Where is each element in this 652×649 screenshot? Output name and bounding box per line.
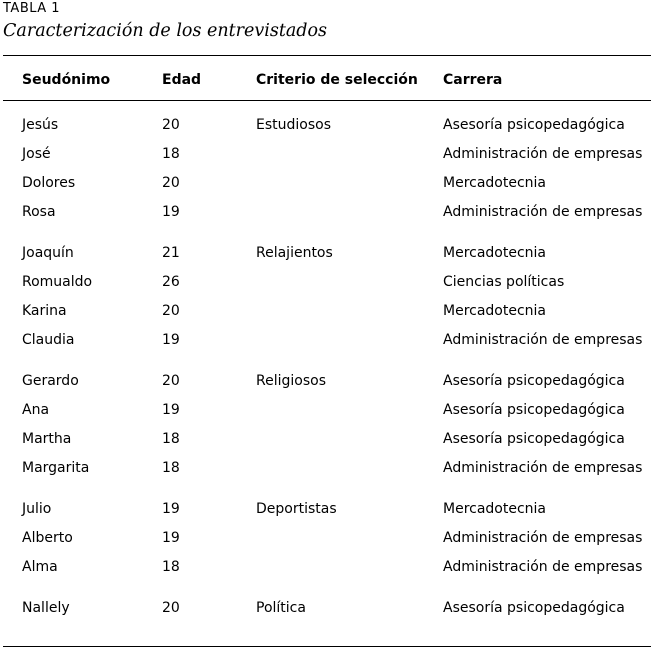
header-row <box>22 60 643 100</box>
cell-pseudonym: Margarita <box>22 459 90 476</box>
cell-career: Mercadotecnia <box>443 500 547 517</box>
bottom-rule <box>3 646 651 647</box>
cell-pseudonym: Dolores <box>22 174 76 191</box>
cell-criterion: Relajientos <box>256 244 333 261</box>
table-row <box>22 325 643 354</box>
cell-career: Mercadotecnia <box>443 244 547 261</box>
cell-age: 19 <box>162 331 180 348</box>
table-body <box>22 100 643 622</box>
cell-pseudonym: Romualdo <box>22 273 93 290</box>
cell-age: 19 <box>162 203 180 220</box>
cell-pseudonym: Martha <box>22 430 72 447</box>
cell-age: 18 <box>162 145 180 162</box>
table-row <box>22 197 643 226</box>
cell-age: 20 <box>162 174 180 191</box>
cell-pseudonym: Nallely <box>22 599 70 616</box>
cell-age: 20 <box>162 372 180 389</box>
cell-career: Asesoría psicopedagógica <box>443 430 625 447</box>
cell-career: Asesoría psicopedagógica <box>443 116 625 133</box>
cell-career: Administración de empresas <box>443 558 643 575</box>
cell-pseudonym: Alberto <box>22 529 73 546</box>
cell-criterion <box>256 197 443 226</box>
cell-pseudonym: Joaquín <box>22 244 74 261</box>
table-row <box>22 296 643 325</box>
cell-criterion: Política <box>256 599 306 616</box>
cell-career: Administración de empresas <box>443 203 643 220</box>
cell-career: Asesoría psicopedagógica <box>443 401 625 418</box>
cell-criterion <box>256 395 443 424</box>
cell-pseudonym: Claudia <box>22 331 75 348</box>
table-row <box>22 226 643 267</box>
cell-criterion <box>256 139 443 168</box>
cell-pseudonym: Jesús <box>22 116 59 133</box>
cell-career: Administración de empresas <box>443 145 643 162</box>
table-row <box>22 168 643 197</box>
cell-criterion <box>256 325 443 354</box>
header-criterion: Criterio de selección <box>256 72 418 88</box>
cell-criterion <box>256 296 443 325</box>
cell-age: 20 <box>162 599 180 616</box>
cell-age: 18 <box>162 459 180 476</box>
cell-pseudonym: Rosa <box>22 203 56 220</box>
cell-age: 19 <box>162 401 180 418</box>
cell-pseudonym: Alma <box>22 558 58 575</box>
table-row <box>22 100 643 139</box>
header-age: Edad <box>162 72 202 88</box>
cell-age: 18 <box>162 558 180 575</box>
table-row <box>22 267 643 296</box>
cell-age: 20 <box>162 116 180 133</box>
cell-age: 18 <box>162 430 180 447</box>
cell-criterion <box>256 424 443 453</box>
table-row <box>22 523 643 552</box>
table-title: Caracterización de los entrevistados <box>3 21 328 41</box>
cell-career: Administración de empresas <box>443 459 643 476</box>
cell-age: 19 <box>162 529 180 546</box>
cell-career: Ciencias políticas <box>443 273 565 290</box>
table-row <box>22 139 643 168</box>
cell-age: 21 <box>162 244 180 261</box>
table-row <box>22 395 643 424</box>
cell-pseudonym: Gerardo <box>22 372 79 389</box>
header-career: Carrera <box>443 72 503 88</box>
cell-criterion <box>256 453 443 482</box>
cell-criterion: Estudiosos <box>256 116 331 133</box>
cell-career: Administración de empresas <box>443 529 643 546</box>
cell-career: Asesoría psicopedagógica <box>443 599 625 616</box>
cell-pseudonym: Karina <box>22 302 67 319</box>
cell-criterion: Deportistas <box>256 500 337 517</box>
top-rule <box>3 55 651 56</box>
table-row <box>22 453 643 482</box>
cell-criterion: Religiosos <box>256 372 326 389</box>
cell-criterion <box>256 523 443 552</box>
cell-age: 26 <box>162 273 180 290</box>
participants-table <box>22 60 643 622</box>
cell-career: Mercadotecnia <box>443 174 547 191</box>
table-row <box>22 552 643 581</box>
cell-career: Mercadotecnia <box>443 302 547 319</box>
cell-pseudonym: Julio <box>22 500 52 517</box>
cell-criterion <box>256 168 443 197</box>
table-row <box>22 424 643 453</box>
header-pseudonym: Seudónimo <box>22 72 111 88</box>
table-row <box>22 354 643 395</box>
cell-career: Asesoría psicopedagógica <box>443 372 625 389</box>
cell-pseudonym: Ana <box>22 401 50 418</box>
cell-age: 20 <box>162 302 180 319</box>
cell-criterion <box>256 552 443 581</box>
cell-criterion <box>256 267 443 296</box>
table-row <box>22 482 643 523</box>
cell-age: 19 <box>162 500 180 517</box>
table-row <box>22 581 643 622</box>
table-label: TABLA 1 <box>3 1 61 16</box>
cell-career: Administración de empresas <box>443 331 643 348</box>
cell-pseudonym: José <box>22 145 51 162</box>
